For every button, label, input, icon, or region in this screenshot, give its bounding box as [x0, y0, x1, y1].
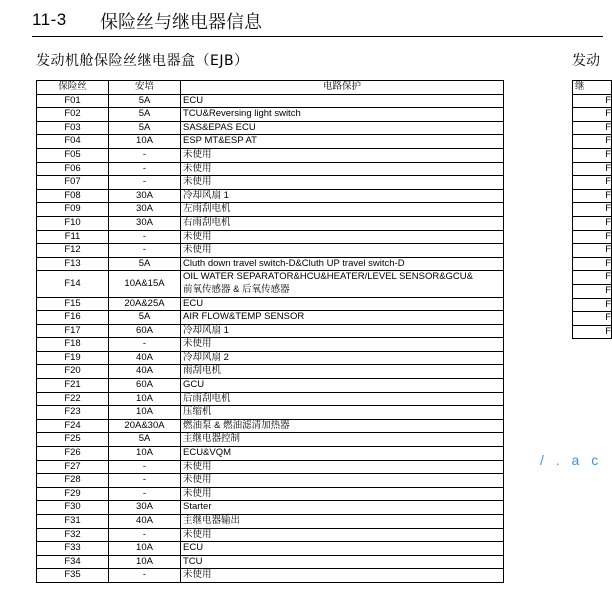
right-fuse-id-cell: F — [573, 148, 612, 162]
fuse-id-cell: F04 — [37, 135, 109, 149]
circuit-cell — [181, 297, 504, 311]
amperage-cell: - — [109, 474, 181, 488]
circuit-cell — [181, 474, 504, 488]
section-number: 11-3 — [32, 10, 67, 29]
table-row — [37, 216, 504, 230]
table-row — [37, 189, 504, 203]
fuse-id-cell: F17 — [37, 324, 109, 338]
right-fuse-id-cell: F — [573, 108, 612, 122]
circuit-text: 雨刮电机 — [183, 365, 222, 377]
circuit-text: 左雨刮电机 — [183, 203, 231, 215]
table-row — [37, 176, 504, 190]
table-row — [37, 392, 504, 406]
circuit-text: Starter — [183, 501, 212, 513]
circuit-cell — [181, 203, 504, 217]
circuit-cell — [181, 216, 504, 230]
right-fuse-id-cell: F — [573, 230, 612, 244]
fuse-id-cell: F09 — [37, 203, 109, 217]
amperage-cell: 10A — [109, 447, 181, 461]
circuit-cell — [181, 419, 504, 433]
circuit-cell — [181, 433, 504, 447]
circuit-text: OIL WATER SEPARATOR&HCU&HEATER/LEVEL SENSOR&GCU& — [183, 271, 473, 283]
table-row — [37, 515, 504, 529]
fuse-table-body — [37, 94, 504, 582]
amperage-cell: - — [109, 569, 181, 583]
fuse-id-cell: F28 — [37, 474, 109, 488]
circuit-cell — [181, 189, 504, 203]
table-row — [37, 94, 504, 108]
amperage-cell: 5A — [109, 108, 181, 122]
circuit-cell — [181, 569, 504, 583]
amperage-cell: - — [109, 176, 181, 190]
right-table-row — [573, 162, 612, 176]
fuse-id-cell: F34 — [37, 555, 109, 569]
column-header-circuit: 电路保护 — [181, 81, 504, 95]
right-table-row — [573, 230, 612, 244]
circuit-text: ECU — [183, 297, 204, 309]
amperage-cell: 10A — [109, 406, 181, 420]
right-fuse-id-cell: F — [573, 135, 612, 149]
right-table-row — [573, 244, 612, 258]
table-row — [37, 311, 504, 325]
circuit-text: 主继电器输出 — [183, 515, 241, 526]
circuit-cell — [181, 487, 504, 501]
fuse-id-cell: F18 — [37, 338, 109, 352]
circuit-text: 后雨刮电机 — [183, 392, 231, 404]
fuse-id-cell: F11 — [37, 230, 109, 244]
circuit-text: 冷却风扇 1 — [183, 189, 229, 201]
amperage-cell: 20A&30A — [109, 419, 181, 433]
fuse-id-cell: F21 — [37, 379, 109, 393]
right-table-header-row — [573, 81, 612, 95]
fuse-id-cell: F05 — [37, 148, 109, 162]
circuit-text: 未使用 — [183, 528, 212, 540]
circuit-cell — [181, 338, 504, 352]
circuit-cell — [181, 528, 504, 542]
table-row — [37, 569, 504, 583]
table-row — [37, 419, 504, 433]
circuit-text: SAS&EPAS ECU — [183, 121, 256, 133]
right-table-row — [573, 189, 612, 203]
right-fuse-id-cell: F — [573, 94, 612, 108]
fuse-id-cell: F35 — [37, 569, 109, 583]
fuse-id-cell: F32 — [37, 528, 109, 542]
amperage-cell: 10A — [109, 542, 181, 556]
circuit-cell — [181, 392, 504, 406]
right-fuse-id-cell: F — [573, 162, 612, 176]
table-row — [37, 338, 504, 352]
amperage-cell: 30A — [109, 203, 181, 217]
circuit-cell — [181, 311, 504, 325]
section-title: 发动机舱保险丝继电器盒（EJB） — [36, 53, 249, 69]
fuse-table — [36, 80, 504, 583]
fuse-id-cell: F12 — [37, 244, 109, 258]
circuit-text: 未使用 — [183, 487, 212, 499]
fuse-id-cell: F16 — [37, 311, 109, 325]
table-row — [37, 135, 504, 149]
circuit-text: TCU&Reversing light switch — [183, 108, 301, 120]
fuse-id-cell: F02 — [37, 108, 109, 122]
circuit-cell — [181, 230, 504, 244]
circuit-cell — [181, 257, 504, 271]
amperage-cell: 60A — [109, 324, 181, 338]
circuit-cell — [181, 271, 504, 297]
amperage-cell: 30A — [109, 189, 181, 203]
circuit-text: Cluth down travel switch-D&Cluth UP travel switch-D — [183, 257, 405, 269]
right-fuse-id-cell: F — [573, 312, 612, 326]
fuse-id-cell: F08 — [37, 189, 109, 203]
circuit-text: 燃油泵 & 燃油滤清加热器 — [183, 419, 290, 431]
amperage-cell: 40A — [109, 365, 181, 379]
table-row — [37, 555, 504, 569]
table-row — [37, 433, 504, 447]
table-row — [37, 447, 504, 461]
amperage-cell: - — [109, 528, 181, 542]
circuit-text: GCU — [183, 379, 205, 391]
table-row — [37, 542, 504, 556]
table-row — [37, 501, 504, 515]
circuit-cell — [181, 135, 504, 149]
right-fuse-id-cell: F — [573, 325, 612, 339]
circuit-cell — [181, 244, 504, 258]
fuse-id-cell: F26 — [37, 447, 109, 461]
fuse-id-cell: F15 — [37, 297, 109, 311]
table-row — [37, 528, 504, 542]
table-header-row — [37, 81, 504, 95]
circuit-text: 未使用 — [183, 338, 212, 350]
right-table-row — [573, 121, 612, 135]
right-table-row — [573, 203, 612, 217]
fuse-id-cell: F13 — [37, 257, 109, 271]
circuit-cell — [181, 460, 504, 474]
right-table-body — [573, 94, 612, 339]
amperage-cell: 10A — [109, 555, 181, 569]
circuit-text: 未使用 — [183, 230, 212, 242]
amperage-cell: 5A — [109, 433, 181, 447]
table-row — [37, 474, 504, 488]
fuse-id-cell: F31 — [37, 515, 109, 529]
table-row — [37, 297, 504, 311]
circuit-cell — [181, 176, 504, 190]
circuit-text: ECU — [183, 542, 204, 554]
table-row — [37, 108, 504, 122]
right-table-row — [573, 271, 612, 285]
amperage-cell: - — [109, 162, 181, 176]
right-table-row — [573, 298, 612, 312]
right-table-row — [573, 325, 612, 339]
right-fuse-id-cell: F — [573, 257, 612, 271]
table-row — [37, 230, 504, 244]
right-fuse-id-cell: F — [573, 176, 612, 190]
fuse-id-cell: F25 — [37, 433, 109, 447]
amperage-cell: 60A — [109, 379, 181, 393]
fuse-id-cell: F27 — [37, 460, 109, 474]
fuse-id-cell: F14 — [37, 271, 109, 297]
fuse-id-cell: F24 — [37, 419, 109, 433]
page-title: 保险丝与继电器信息 — [100, 12, 262, 33]
table-row — [37, 406, 504, 420]
fuse-id-cell: F10 — [37, 216, 109, 230]
amperage-cell: - — [109, 460, 181, 474]
table-row — [37, 203, 504, 217]
right-fuse-id-cell: F — [573, 203, 612, 217]
circuit-cell — [181, 406, 504, 420]
right-fuse-id-cell: F — [573, 244, 612, 258]
amperage-cell: 10A&15A — [109, 271, 181, 297]
circuit-text-line2: 前氧传感器 & 后氧传感器 — [183, 283, 290, 295]
amperage-cell: 5A — [109, 311, 181, 325]
circuit-text: ESP MT&ESP AT — [183, 135, 257, 147]
table-row — [37, 162, 504, 176]
fuse-id-cell: F30 — [37, 501, 109, 515]
right-fuse-id-cell: F — [573, 271, 612, 285]
circuit-text: 冷却风扇 2 — [183, 351, 229, 363]
right-table-row — [573, 257, 612, 271]
circuit-cell — [181, 351, 504, 365]
watermark: / . a c — [540, 452, 603, 468]
circuit-text: TCU — [183, 555, 203, 567]
right-fuse-id-cell: F — [573, 216, 612, 230]
amperage-cell: 5A — [109, 121, 181, 135]
circuit-text: 冷却风扇 1 — [183, 324, 229, 336]
circuit-cell — [181, 324, 504, 338]
circuit-text: 未使用 — [183, 460, 212, 472]
fuse-id-cell: F22 — [37, 392, 109, 406]
circuit-cell — [181, 379, 504, 393]
circuit-cell — [181, 94, 504, 108]
right-fuse-id-cell: F — [573, 298, 612, 312]
circuit-text: 未使用 — [183, 474, 212, 486]
fuse-id-cell: F01 — [37, 94, 109, 108]
fuse-id-cell: F06 — [37, 162, 109, 176]
amperage-cell: 40A — [109, 351, 181, 365]
table-row — [37, 244, 504, 258]
table-row — [37, 351, 504, 365]
right-table-row — [573, 284, 612, 298]
circuit-text: 未使用 — [183, 162, 212, 174]
amperage-cell: 30A — [109, 501, 181, 515]
circuit-cell — [181, 121, 504, 135]
fuse-id-cell: F07 — [37, 176, 109, 190]
table-row — [37, 121, 504, 135]
fuse-id-cell: F29 — [37, 487, 109, 501]
circuit-cell — [181, 148, 504, 162]
circuit-cell — [181, 365, 504, 379]
circuit-cell — [181, 555, 504, 569]
circuit-text: 主继电器控制 — [183, 433, 241, 445]
fuse-id-cell: F20 — [37, 365, 109, 379]
circuit-cell — [181, 162, 504, 176]
table-row — [37, 487, 504, 501]
circuit-text: ECU&VQM — [183, 447, 232, 459]
amperage-cell: 30A — [109, 216, 181, 230]
right-table-row — [573, 216, 612, 230]
amperage-cell: 5A — [109, 257, 181, 271]
right-table-row — [573, 148, 612, 162]
circuit-text: AIR FLOW&TEMP SENSOR — [183, 311, 305, 323]
amperage-cell: 10A — [109, 392, 181, 406]
right-section-title: 发动 — [572, 53, 600, 69]
fuse-id-cell: F23 — [37, 406, 109, 420]
column-header-fuse: 保险丝 — [37, 81, 109, 95]
right-column-header: 继 — [573, 81, 612, 95]
circuit-text: 未使用 — [183, 176, 212, 188]
table-row — [37, 148, 504, 162]
amperage-cell: - — [109, 338, 181, 352]
table-row — [37, 460, 504, 474]
circuit-text: 未使用 — [183, 244, 212, 256]
amperage-cell: - — [109, 487, 181, 501]
circuit-text: 右雨刮电机 — [183, 216, 231, 228]
circuit-text: 未使用 — [183, 148, 212, 160]
amperage-cell: - — [109, 148, 181, 162]
circuit-text: ECU — [183, 94, 204, 106]
right-table-row — [573, 108, 612, 122]
right-fuse-id-cell: F — [573, 189, 612, 203]
amperage-cell: 10A — [109, 135, 181, 149]
fuse-id-cell: F33 — [37, 542, 109, 556]
header-divider — [32, 36, 603, 37]
table-row — [37, 271, 504, 297]
circuit-text: 未使用 — [183, 569, 212, 581]
amperage-cell: 5A — [109, 94, 181, 108]
circuit-cell — [181, 447, 504, 461]
circuit-cell — [181, 542, 504, 556]
fuse-id-cell: F03 — [37, 121, 109, 135]
table-row — [37, 324, 504, 338]
table-row — [37, 379, 504, 393]
right-table-row — [573, 312, 612, 326]
amperage-cell: 40A — [109, 515, 181, 529]
right-fuse-id-cell: F — [573, 121, 612, 135]
fuse-id-cell: F19 — [37, 351, 109, 365]
right-table-row — [573, 135, 612, 149]
circuit-cell — [181, 108, 504, 122]
table-row — [37, 257, 504, 271]
circuit-text: 压缩机 — [183, 406, 212, 418]
amperage-cell: 20A&25A — [109, 297, 181, 311]
amperage-cell: - — [109, 244, 181, 258]
right-table-row — [573, 94, 612, 108]
table-row — [37, 365, 504, 379]
circuit-cell — [181, 515, 504, 529]
right-fuse-table — [572, 80, 612, 339]
column-header-amp: 安培 — [109, 81, 181, 95]
amperage-cell: - — [109, 230, 181, 244]
right-table-row — [573, 176, 612, 190]
right-fuse-id-cell: F — [573, 284, 612, 298]
circuit-cell — [181, 501, 504, 515]
